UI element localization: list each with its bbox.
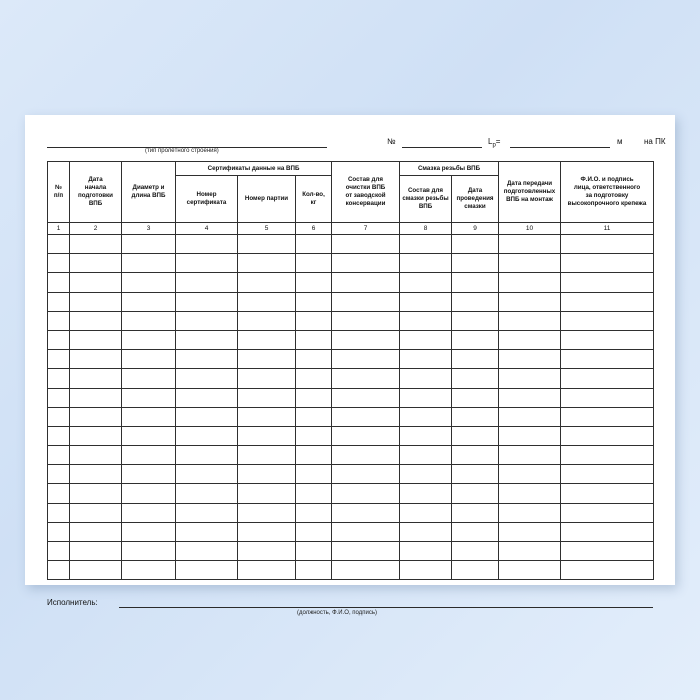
th-group-certificates: Сертификаты данные на ВПБ	[176, 162, 332, 176]
colnum-7: 7	[332, 223, 400, 235]
table-row	[48, 484, 654, 503]
table-cell[interactable]	[452, 273, 499, 292]
table-cell[interactable]	[400, 350, 452, 369]
table-cell[interactable]	[452, 235, 499, 254]
table-cell[interactable]	[70, 330, 122, 349]
table-cell[interactable]	[332, 522, 400, 541]
table-cell[interactable]	[452, 350, 499, 369]
table-row	[48, 388, 654, 407]
table-cell[interactable]	[70, 235, 122, 254]
table-cell[interactable]	[296, 542, 332, 561]
table-cell[interactable]	[48, 484, 70, 503]
table-cell[interactable]	[400, 311, 452, 330]
th-grease-composition: Состав для смазки резьбы ВПБ	[400, 176, 452, 223]
table-cell[interactable]	[400, 503, 452, 522]
table-cell[interactable]	[122, 484, 176, 503]
table-cell[interactable]	[70, 503, 122, 522]
table-cell[interactable]	[176, 311, 238, 330]
table-cell[interactable]	[400, 561, 452, 580]
table-cell[interactable]	[48, 292, 70, 311]
table-cell[interactable]	[332, 311, 400, 330]
colnum-4: 4	[176, 223, 238, 235]
table-cell[interactable]	[332, 235, 400, 254]
th-transfer-date: Дата передачи подготовленных ВПБ на монтаж	[499, 162, 561, 223]
table-cell[interactable]	[561, 273, 654, 292]
table-cell[interactable]	[499, 446, 561, 465]
table-cell[interactable]	[296, 503, 332, 522]
table-cell[interactable]	[122, 388, 176, 407]
table-cell[interactable]	[70, 273, 122, 292]
table-cell[interactable]	[332, 330, 400, 349]
table-cell[interactable]	[400, 330, 452, 349]
length-label: $L_р=$	[488, 137, 501, 149]
table-cell[interactable]	[176, 350, 238, 369]
table-cell[interactable]	[499, 235, 561, 254]
table-cell[interactable]	[400, 542, 452, 561]
number-label: №	[387, 137, 396, 146]
table-cell[interactable]	[561, 330, 654, 349]
colnum-9: 9	[452, 223, 499, 235]
table-cell[interactable]	[296, 235, 332, 254]
table-cell[interactable]	[176, 330, 238, 349]
table-cell[interactable]	[400, 254, 452, 273]
table-cell[interactable]	[48, 542, 70, 561]
table-cell[interactable]	[332, 484, 400, 503]
table-cell[interactable]	[332, 426, 400, 445]
table-cell[interactable]	[70, 522, 122, 541]
table-cell[interactable]	[400, 369, 452, 388]
table-row	[48, 311, 654, 330]
table-cell[interactable]	[122, 292, 176, 311]
table-cell[interactable]	[48, 426, 70, 445]
table-cell[interactable]	[452, 369, 499, 388]
table-row	[48, 292, 654, 311]
table-cell[interactable]	[238, 388, 296, 407]
table-cell[interactable]	[561, 446, 654, 465]
table-cell[interactable]	[400, 484, 452, 503]
document-page	[25, 115, 675, 617]
table-cell[interactable]	[400, 522, 452, 541]
table-cell[interactable]	[452, 311, 499, 330]
table-cell[interactable]	[499, 273, 561, 292]
table-cell[interactable]	[296, 292, 332, 311]
executor-label: Исполнитель:	[47, 598, 98, 608]
table-cell[interactable]	[561, 426, 654, 445]
table-cell[interactable]	[296, 465, 332, 484]
table-cell[interactable]	[238, 561, 296, 580]
colnum-1: 1	[48, 223, 70, 235]
table-cell[interactable]	[122, 426, 176, 445]
table-cell[interactable]	[70, 446, 122, 465]
table-row	[48, 426, 654, 445]
table-cell[interactable]	[48, 369, 70, 388]
table-cell[interactable]	[499, 311, 561, 330]
table-cell[interactable]	[332, 254, 400, 273]
table-cell[interactable]	[176, 426, 238, 445]
table-cell[interactable]	[122, 446, 176, 465]
table-cell[interactable]	[70, 542, 122, 561]
table-cell[interactable]	[176, 273, 238, 292]
table-cell[interactable]	[122, 273, 176, 292]
document-header	[47, 129, 666, 159]
table-cell[interactable]	[561, 388, 654, 407]
table-cell[interactable]	[400, 465, 452, 484]
table-cell[interactable]	[176, 484, 238, 503]
table-row	[48, 254, 654, 273]
table-cell[interactable]	[296, 311, 332, 330]
table-cell[interactable]	[296, 273, 332, 292]
table-cell[interactable]	[122, 542, 176, 561]
table-cell[interactable]	[561, 561, 654, 580]
table-cell[interactable]	[48, 465, 70, 484]
table-cell[interactable]	[452, 388, 499, 407]
table-cell[interactable]	[332, 292, 400, 311]
table-cell[interactable]	[238, 407, 296, 426]
table-cell[interactable]	[499, 254, 561, 273]
table-cell[interactable]	[70, 465, 122, 484]
table-cell[interactable]	[176, 388, 238, 407]
table-cell[interactable]	[332, 561, 400, 580]
table-cell[interactable]	[48, 561, 70, 580]
table-cell[interactable]	[70, 426, 122, 445]
table-cell[interactable]	[452, 330, 499, 349]
table-cell[interactable]	[122, 369, 176, 388]
table-cell[interactable]	[561, 292, 654, 311]
colnum-10: 10	[499, 223, 561, 235]
colnum-11: 11	[561, 223, 654, 235]
table-cell[interactable]	[561, 254, 654, 273]
table-cell[interactable]	[332, 350, 400, 369]
table-cell[interactable]	[238, 522, 296, 541]
table-row	[48, 407, 654, 426]
table-cell[interactable]	[122, 407, 176, 426]
table-cell[interactable]	[561, 503, 654, 522]
table-cell[interactable]	[332, 369, 400, 388]
table-cell[interactable]	[238, 446, 296, 465]
table-cell[interactable]	[122, 254, 176, 273]
table-cell[interactable]	[48, 522, 70, 541]
table-row	[48, 369, 654, 388]
table-cell[interactable]	[499, 407, 561, 426]
table-cell[interactable]	[561, 311, 654, 330]
table-row	[48, 330, 654, 349]
table-cell[interactable]	[70, 388, 122, 407]
table-cell[interactable]	[499, 503, 561, 522]
type-fill-line	[47, 136, 327, 148]
table-cell[interactable]	[452, 426, 499, 445]
table-cell[interactable]	[452, 292, 499, 311]
th-number: № п/п	[48, 162, 70, 223]
th-batch-number: Номер партии	[238, 176, 296, 223]
table-cell[interactable]	[332, 273, 400, 292]
table-cell[interactable]	[48, 254, 70, 273]
table-cell[interactable]	[400, 235, 452, 254]
table-cell[interactable]	[452, 465, 499, 484]
table-cell[interactable]	[122, 465, 176, 484]
table-cell[interactable]	[48, 235, 70, 254]
table-cell[interactable]	[400, 426, 452, 445]
table-cell[interactable]	[70, 484, 122, 503]
table-cell[interactable]	[296, 330, 332, 349]
table-cell[interactable]	[238, 311, 296, 330]
table-cell[interactable]	[48, 446, 70, 465]
table-cell[interactable]	[238, 330, 296, 349]
table-row	[48, 273, 654, 292]
table-cell[interactable]	[48, 330, 70, 349]
table-row	[48, 465, 654, 484]
table-cell[interactable]	[499, 484, 561, 503]
table-body	[48, 235, 654, 580]
table-cell[interactable]	[499, 542, 561, 561]
table-row	[48, 235, 654, 254]
th-responsible-person: Ф.И.О. и подпись лица, ответственного за подготовку высокопрочного крепежа	[561, 162, 654, 223]
table-cell[interactable]	[296, 446, 332, 465]
table-cell[interactable]	[400, 446, 452, 465]
table-cell[interactable]	[296, 522, 332, 541]
preparation-log-table	[47, 161, 654, 580]
table-row	[48, 503, 654, 522]
table-cell[interactable]	[48, 350, 70, 369]
th-cleaning-composition: Состав для очистки ВПБ от заводской консервации	[332, 162, 400, 223]
table-cell[interactable]	[452, 561, 499, 580]
table-cell[interactable]	[499, 522, 561, 541]
table-cell[interactable]	[176, 254, 238, 273]
th-certificate-number: Номер сертификата	[176, 176, 238, 223]
table-cell[interactable]	[332, 465, 400, 484]
table-column-number-row	[48, 223, 654, 235]
table-cell[interactable]	[499, 350, 561, 369]
table-cell[interactable]	[238, 542, 296, 561]
table-cell[interactable]	[176, 561, 238, 580]
table-cell[interactable]	[561, 465, 654, 484]
number-fill-line	[402, 136, 482, 148]
table-cell[interactable]	[176, 542, 238, 561]
table-cell[interactable]	[400, 273, 452, 292]
table-cell[interactable]	[238, 369, 296, 388]
table-cell[interactable]	[122, 350, 176, 369]
table-cell[interactable]	[400, 292, 452, 311]
pk-label: на ПК	[644, 137, 666, 146]
table-cell[interactable]	[70, 254, 122, 273]
table-cell[interactable]	[452, 522, 499, 541]
table-cell[interactable]	[176, 407, 238, 426]
table-cell[interactable]	[499, 561, 561, 580]
table-cell[interactable]	[561, 350, 654, 369]
table-cell[interactable]	[70, 311, 122, 330]
table-cell[interactable]	[122, 503, 176, 522]
type-caption: (тип пролётного строения)	[145, 148, 219, 154]
table-cell[interactable]	[70, 350, 122, 369]
table-cell[interactable]	[48, 503, 70, 522]
table-cell[interactable]	[452, 503, 499, 522]
table-cell[interactable]	[70, 407, 122, 426]
table-cell[interactable]	[296, 561, 332, 580]
table-cell[interactable]	[499, 465, 561, 484]
table-cell[interactable]	[238, 235, 296, 254]
table-row	[48, 350, 654, 369]
table-cell[interactable]	[296, 388, 332, 407]
table-cell[interactable]	[452, 446, 499, 465]
meters-label: м	[617, 137, 623, 146]
table-group-header-row	[48, 162, 654, 176]
table-cell[interactable]	[296, 484, 332, 503]
table-cell[interactable]	[561, 407, 654, 426]
table-cell[interactable]	[452, 407, 499, 426]
table-cell[interactable]	[296, 426, 332, 445]
table-cell[interactable]	[122, 561, 176, 580]
table-row	[48, 561, 654, 580]
length-fill-line	[510, 136, 610, 148]
table-cell[interactable]	[332, 388, 400, 407]
signature-caption: (должность, Ф.И.О, подпись)	[297, 610, 377, 617]
table-cell[interactable]	[48, 273, 70, 292]
table-cell[interactable]	[238, 484, 296, 503]
th-start-date: Дата начала подготовки ВПБ	[70, 162, 122, 223]
table-cell[interactable]	[499, 369, 561, 388]
table-cell[interactable]	[48, 311, 70, 330]
table-cell[interactable]	[499, 330, 561, 349]
table-cell[interactable]	[48, 407, 70, 426]
table-row	[48, 542, 654, 561]
colnum-8: 8	[400, 223, 452, 235]
table-cell[interactable]	[238, 503, 296, 522]
th-diameter-length: Диаметр и длина ВПБ	[122, 162, 176, 223]
table-cell[interactable]	[176, 503, 238, 522]
table-cell[interactable]	[238, 465, 296, 484]
executor-fill-line	[119, 607, 653, 608]
table-cell[interactable]	[238, 273, 296, 292]
table-cell[interactable]	[296, 254, 332, 273]
table-cell[interactable]	[332, 503, 400, 522]
table-cell[interactable]	[122, 311, 176, 330]
table-cell[interactable]	[176, 369, 238, 388]
th-grease-date: Дата проведения смазки	[452, 176, 499, 223]
table-cell[interactable]	[122, 330, 176, 349]
table-cell[interactable]	[332, 542, 400, 561]
table-cell[interactable]	[332, 407, 400, 426]
table-cell[interactable]	[561, 522, 654, 541]
table-cell[interactable]	[296, 350, 332, 369]
table-cell[interactable]	[452, 254, 499, 273]
table-cell[interactable]	[238, 426, 296, 445]
table-cell[interactable]	[176, 235, 238, 254]
table-cell[interactable]	[332, 446, 400, 465]
table-cell[interactable]	[238, 350, 296, 369]
table-cell[interactable]	[238, 292, 296, 311]
table-cell[interactable]	[70, 369, 122, 388]
table-cell[interactable]	[400, 388, 452, 407]
table-cell[interactable]	[122, 522, 176, 541]
table-cell[interactable]	[499, 292, 561, 311]
table-cell[interactable]	[296, 407, 332, 426]
table-row	[48, 446, 654, 465]
table-cell[interactable]	[176, 465, 238, 484]
document-footer	[47, 596, 653, 624]
table-cell[interactable]	[452, 542, 499, 561]
colnum-5: 5	[238, 223, 296, 235]
table-cell[interactable]	[176, 446, 238, 465]
table-cell[interactable]	[400, 407, 452, 426]
table-cell[interactable]	[561, 235, 654, 254]
table-cell[interactable]	[561, 542, 654, 561]
table-cell[interactable]	[561, 484, 654, 503]
colnum-2: 2	[70, 223, 122, 235]
table-cell[interactable]	[296, 369, 332, 388]
th-group-grease: Смазка резьбы ВПБ	[400, 162, 499, 176]
table-row	[48, 522, 654, 541]
table-cell[interactable]	[238, 254, 296, 273]
th-quantity: Кол-во, кг	[296, 176, 332, 223]
colnum-3: 3	[122, 223, 176, 235]
table-cell[interactable]	[48, 388, 70, 407]
table-cell[interactable]	[176, 292, 238, 311]
table-cell[interactable]	[70, 292, 122, 311]
table-cell[interactable]	[122, 235, 176, 254]
table-cell[interactable]	[561, 369, 654, 388]
table-cell[interactable]	[176, 522, 238, 541]
table-cell[interactable]	[70, 561, 122, 580]
table-cell[interactable]	[499, 388, 561, 407]
table-cell[interactable]	[499, 426, 561, 445]
document-sheet	[47, 129, 666, 617]
table-cell[interactable]	[452, 484, 499, 503]
colnum-6: 6	[296, 223, 332, 235]
